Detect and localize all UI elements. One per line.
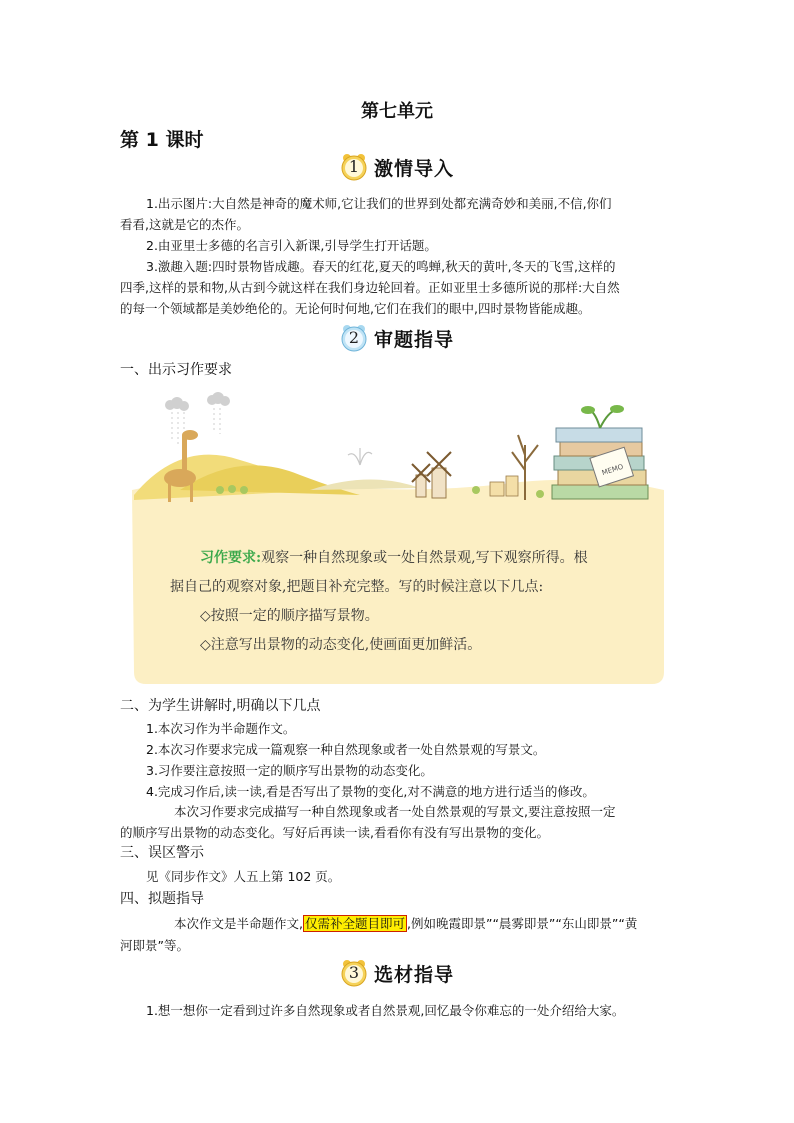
requirement-point: ◇按照一定的顺序描写景物。 [200, 608, 379, 624]
number-badge-icon [340, 324, 368, 352]
intro-line: 的每一个领域都是美妙绝伦的。无论何时何地,它们在我们的眼中,四时景物皆能成趣。 [120, 301, 591, 316]
section-title: 激情导入 [373, 157, 454, 180]
requirement-illustration [120, 390, 676, 688]
intro-line: 2.由亚里士多德的名言引入新课,引导学生打开话题。 [146, 238, 437, 253]
section-heading-1 [0, 153, 794, 181]
summary-line: 的顺序写出景物的动态变化。写好后再读一读,看看你有没有写出景物的变化。 [120, 825, 549, 840]
requirement-label: 习作要求: [200, 550, 262, 566]
number-badge-icon [340, 959, 368, 987]
section-number: 2 [348, 328, 360, 347]
number-badge-icon [340, 153, 368, 181]
highlighted-text: 仅需补全题目即可 [304, 916, 405, 931]
title-guidance-text: ,例如晚霞即景”“晨雾即景”“东山即景”“黄 [407, 916, 638, 931]
title-guidance-line: 河即景”等。 [120, 938, 189, 953]
point-line: 4.完成习作后,读一读,看是否写出了景物的变化,对不满意的地方进行适当的修改。 [146, 784, 595, 799]
intro-line: 1.出示图片:大自然是神奇的魔术师,它让我们的世界到处都充满奇妙和美丽,不信,你们 [146, 196, 612, 211]
section-title: 审题指导 [373, 328, 454, 351]
lesson-title: 第 1 课时 [120, 129, 204, 151]
subheading: 二、为学生讲解时,明确以下几点 [120, 698, 321, 714]
section-number: 1 [348, 157, 360, 176]
requirement-line: 据自己的观察对象,把题目补充完整。写的时候注意以下几点: [170, 579, 544, 595]
unit-title: 第七单元 [361, 101, 433, 122]
subheading: 四、拟题指导 [120, 891, 204, 907]
summary-line: 本次习作要求完成描写一种自然现象或者一处自然景观的写景文,要注意按照一定 [174, 804, 616, 819]
warning-line: 见《同步作文》人五上第 102 页。 [146, 869, 341, 884]
requirement-line [200, 547, 588, 569]
requirement-text: 观察一种自然现象或一处自然景观,写下观察所得。根 [261, 550, 588, 566]
section-number: 3 [348, 963, 360, 982]
point-line: 3.习作要注意按照一定的顺序写出景物的动态变化。 [146, 763, 433, 778]
subheading: 一、出示习作要求 [120, 362, 232, 378]
intro-line: 看看,这就是它的杰作。 [120, 217, 249, 232]
point-line: 2.本次习作要求完成一篇观察一种自然现象或者一处自然景观的写景文。 [146, 742, 546, 757]
requirement-point: ◇注意写出景物的动态变化,使画面更加鲜活。 [200, 637, 482, 653]
title-guidance-text: 本次作文是半命题作文, [174, 916, 303, 931]
title-guidance-line [120, 913, 637, 934]
section-title: 选材指导 [373, 963, 454, 986]
section-heading-3 [0, 959, 794, 987]
section-heading-2 [0, 324, 794, 352]
intro-line: 四季,这样的景和物,从古到今就这样在我们身边轮回着。正如亚里士多德所说的那样:大自然 [120, 280, 620, 295]
subheading: 三、误区警示 [120, 845, 204, 861]
point-line: 1.本次习作为半命题作文。 [146, 721, 296, 736]
intro-line: 3.激趣入题:四时景物皆成趣。春天的红花,夏天的鸣蝉,秋天的黄叶,冬天的飞雪,这样的 [146, 259, 616, 274]
material-line: 1.想一想你一定看到过许多自然现象或者自然景观,回忆最令你难忘的一处介绍给大家。 [146, 1003, 625, 1018]
memo-label: MEMO [600, 462, 625, 478]
